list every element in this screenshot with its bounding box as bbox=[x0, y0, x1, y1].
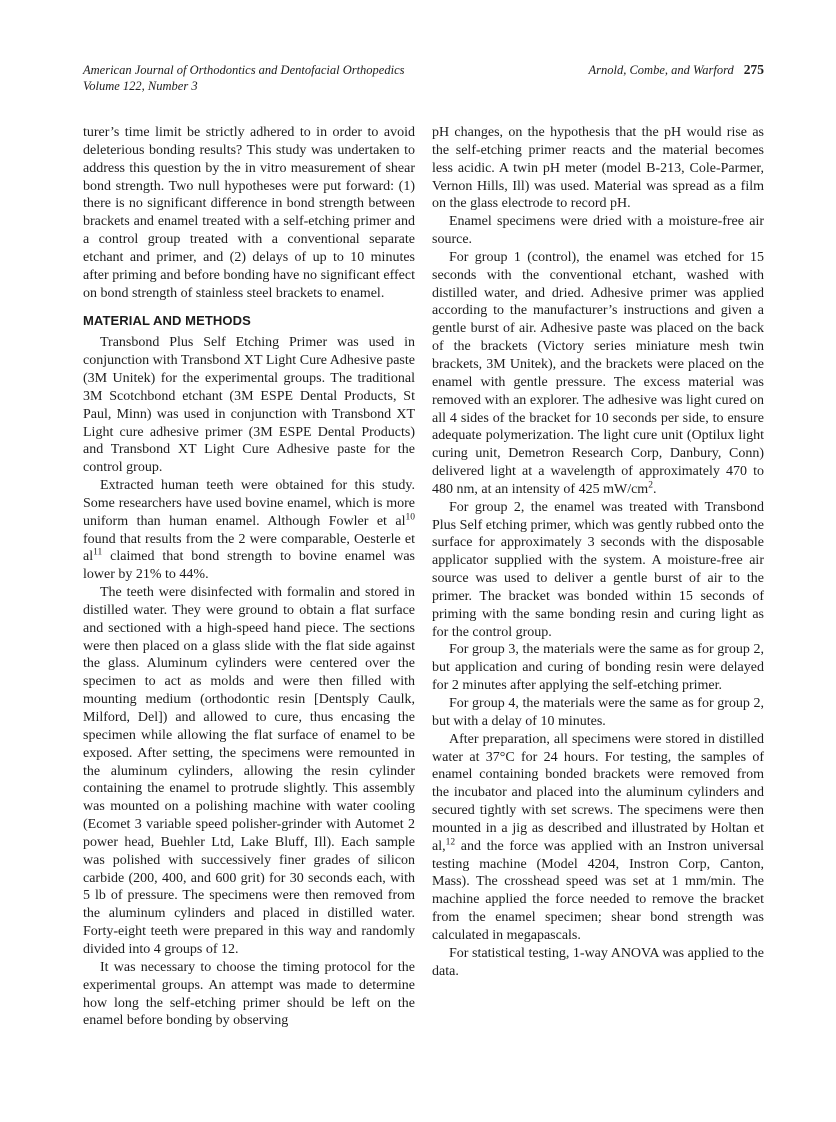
right-column bbox=[432, 124, 764, 1030]
paragraph: Transbond Plus Self Etching Primer was used in conjunction with Transbond XT Light Cure Adhesive paste (3M Unitek) for the experimental groups. The traditional 3M Scotchbond etchant (3M ESPE Dental Products, St Paul, Minn) was used in conjunction with Transbond XT Light cure adhesive primer (3M ESPE Dental Products) and Transbond XT Light Cure Adhesive paste for the control group. bbox=[83, 335, 415, 476]
paragraph: Extracted human teeth were obtained for this study. Some researchers have used bovine enamel, which is more uniform than human enamel. Although Fowler et $al^{10}$ found that results from the 2 were comparable, Oesterle et $al^{11}$ claimed that bond strength to bovine enamel was lower by 21% to 44%. bbox=[83, 478, 415, 583]
paragraph: It was necessary to choose the timing protocol for the experimental groups. An attempt was made to determine how long the self-etching primer should be left on the enamel before bonding by observing bbox=[83, 959, 415, 1029]
paragraph: pH changes, on the hypothesis that the pH would rise as the self-etching primer reacts and the material becomes less acidic. A twin pH meter (model B-213, Cole-Parmer, Vernon Hills, Ill) was used. Material was spread as a film on the glass electrode to record pH. bbox=[432, 125, 764, 212]
paragraph: turer’s time limit be strictly adhered to in order to avoid deleterious bonding results? This study was undertaken to address this question by the in vitro measurement of shear bond strength. Two null hypotheses were put forward: (1) there is no significant difference in bond strength between brackets and enamel treated with a self-etching primer and a control group treated with a conventional separate etchant and primer, and (2) delays of up to 10 minutes after priming and before bonding have no significant effect on bond strength of stainless steel brackets to enamel. bbox=[83, 125, 415, 301]
section-heading: MATERIAL AND METHODS bbox=[83, 313, 251, 329]
running-head-authors: Arnold, Combe, and Warford bbox=[588, 63, 734, 77]
journal-info bbox=[83, 62, 405, 94]
paragraph: After preparation, all specimens were stored in distilled water at 37°C for 24 hours. For testing, the samples of enamel containing bonded brackets were removed from the incubator and placed into the aluminum cylinders and secured tightly with set screws. The specimens were then mounted in a jig as described and illustrated by Holtan et al,$^{12}$ and the force was applied with an Instron universal testing machine (Model 4204, Instron Corp, Canton, Mass). The crosshead speed was set at 1 mm/min. The machine applied the force needed to remove the bracket from the enamel specimen; shear bond strength was calculated in megapascals. bbox=[432, 731, 764, 943]
paragraph: For statistical testing, 1-way ANOVA was applied to the data. bbox=[432, 945, 764, 979]
paragraph: Enamel specimens were dried with a moisture-free air source. bbox=[432, 214, 764, 248]
paragraph: The teeth were disinfected with formalin and stored in distilled water. They were ground to obtain a flat surface and sectioned with a high-speed hand piece. The sections were then placed on a glass slide with the flat side against the glass. Aluminum cylinders were centered over the specimen to act as molds and were then filled with mounting medium (orthodontic resin [Dentsply Caulk, Milford, Del]) and allowed to cure, thus encasing the specimen while allowing the flat surface of enamel to be exposed. After setting, the specimens were remounted in the aluminum cylinders, allowing the resin cylinder containing the enamel to protrude slightly. This assembly was mounted on a polishing machine with water cooling (Ecomet 3 variable speed polisher-grinder with Automet 2 power head, Buehler Ltd, Lake Bluff, Ill). Each sample was polished with successively finer grades of silicon carbide (200, 400, and 600 grit) for 30 seconds each, with 5 lb of pressure. The specimens were then removed from the aluminum cylinders and placed in distilled water. Forty-eight teeth were prepared in this way and randomly divided into 4 groups of 12. bbox=[83, 585, 415, 957]
paragraph: For group 4, the materials were the same as for group 2, but with a delay of 10 minutes. bbox=[432, 696, 764, 729]
journal-title: American Journal of Orthodontics and Dentofacial Orthopedics bbox=[83, 63, 405, 77]
page-header bbox=[83, 62, 764, 94]
left-column bbox=[83, 124, 415, 1030]
paragraph: For group 3, the materials were the same as for group 2, but application and curing of bonding resin were delayed for 2 minutes after applying the self-etching primer. bbox=[432, 642, 764, 694]
journal-issue: Volume 122, Number 3 bbox=[83, 79, 198, 93]
running-head bbox=[588, 62, 764, 78]
article-body bbox=[83, 124, 764, 1030]
page-number: 275 bbox=[743, 62, 764, 77]
paragraph: For group 2, the enamel was treated with Transbond Plus Self etching primer, which was gently rubbed onto the surface for approximately 3 seconds with the disposable applicator supplied with the system. A moisture-free air source was used to deliver a gentle burst of air to the primer. The bracket was bonded within 15 seconds of priming with the same bonding resin and curing light as for the control group. bbox=[432, 499, 764, 640]
paragraph: For group 1 (control), the enamel was etched for 15 seconds with the conventional etchant, washed with distilled water, and dried. Adhesive primer was applied according to the manufacturer’s instructions and given a gentle burst of air. Adhesive paste was placed on the back of the brackets (Victory series miniature mesh twin brackets, 3M Unitek), and the brackets were placed on the enamel with gentle pressure. The excess material was removed with an explorer. The adhesive was light cured on all 4 sides of the bracket for 10 seconds per side, to ensure adequate polymerization. The light cure unit (Optilux light curing unit, Demetron Research Corp, Danbury, Conn) delivered light at a wavelength of approximately 470 to 480 nm, at an intensity of 425 $mW/cm^2$. bbox=[432, 249, 764, 497]
